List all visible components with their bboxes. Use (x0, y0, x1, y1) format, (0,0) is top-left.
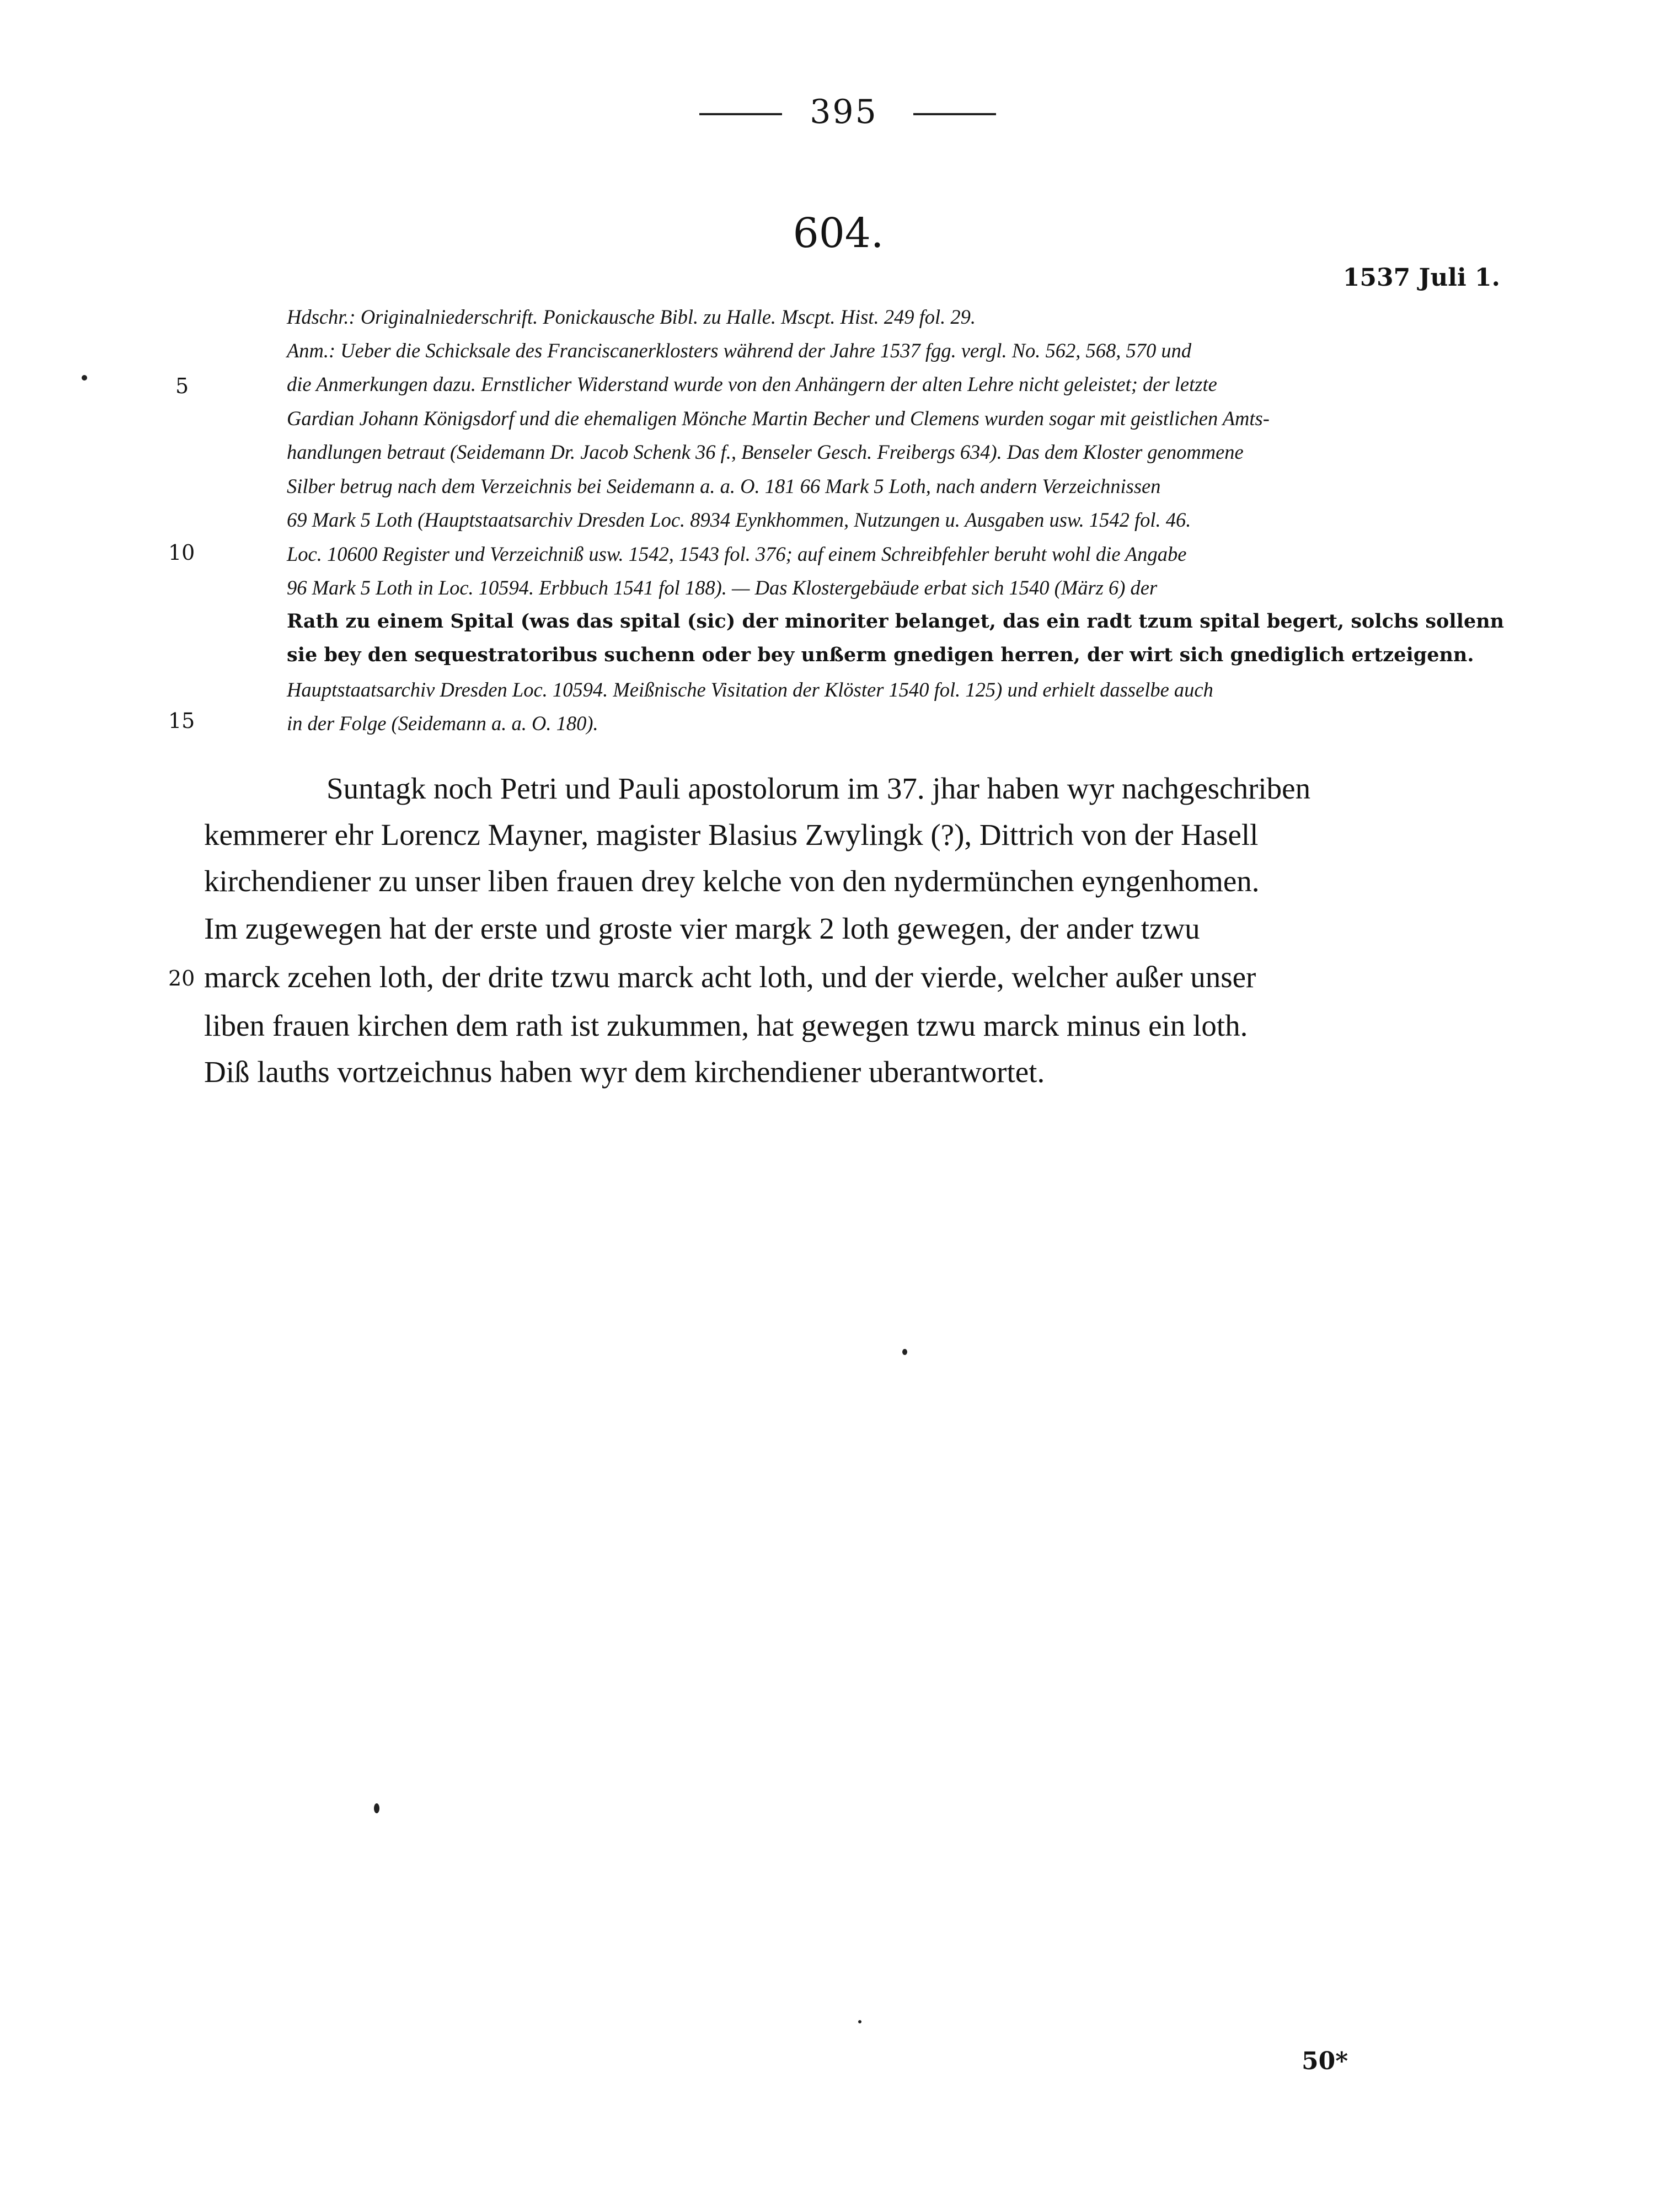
note-line: 69 Mark 5 Loth (Hauptstaatsarchiv Dresden Loc. 8934 Eynkhommen, Nutzungen u. Ausgaben usw. 1542 fol. 46. (287, 508, 1191, 531)
main-text-line: kemmerer ehr Lorencz Mayner, magister Blasius Zwylingk (?), Dittrich von der Hasell (204, 818, 1259, 851)
main-text-line: Suntagk noch Petri und Pauli apostolorum im 37. jhar haben wyr nachgeschriben (326, 772, 1311, 805)
line-number-15: 15 (168, 709, 195, 733)
main-text-line: Diß lauths vortzeichnus haben wyr dem kirchendiener uberantwortet. (204, 1055, 1045, 1089)
line-number-20: 20 (168, 966, 195, 990)
document-number: 604. (793, 210, 884, 257)
main-text-line: marck zcehen loth, der drite tzwu marck acht loth, und der vierde, welcher außer unser (204, 960, 1256, 994)
scan-speck (858, 2020, 861, 2023)
footer-signature: 50* (1302, 2047, 1348, 2075)
header-dash-right (913, 113, 996, 115)
note-line: in der Folge (Seidemann a. a. O. 180). (287, 712, 598, 735)
note-line: die Anmerkungen dazu. Ernstlicher Widerstand wurde von den Anhängern der alten Lehre nicht geleistet; der letzte (287, 373, 1217, 395)
note-line: Rath zu einem Spital (was das spital (sic) der minoriter belanget, das ein radt tzum spital begert, solchs sollenn (287, 610, 1505, 633)
note-line: sie bey den sequestratoribus suchenn oder bey unßerm gnedigen herren, der wirt sich gnediglich ertzeigenn. (287, 644, 1474, 666)
scan-speck (902, 1349, 907, 1355)
note-line: Anm.: Ueber die Schicksale des Franciscanerklosters während der Jahre 1537 fgg. vergl. No. 562, 568, 570 und (287, 339, 1192, 362)
main-text-line: kirchendiener zu unser liben frauen drey kelche von den nydermünchen eyngenhomen. (204, 864, 1260, 898)
main-text-line: liben frauen kirchen dem rath ist zukummen, hat gewegen tzwu marck minus ein loth. (204, 1009, 1248, 1042)
note-line: handlungen betraut (Seidemann Dr. Jacob Schenk 36 f., Benseler Gesch. Freibergs 634). Das dem Kloster genommene (287, 441, 1244, 463)
note-line: Hdschr.: Originalniederschrift. Ponickausche Bibl. zu Halle. Mscpt. Hist. 249 fol. 29. (287, 306, 976, 328)
note-line: Gardian Johann Königsdorf und die ehemaligen Mönche Martin Becher und Clemens wurden sogar mit geistlichen Amts- (287, 407, 1270, 430)
note-line: Loc. 10600 Register und Verzeichniß usw. 1542, 1543 fol. 376; auf einem Schreibfehler beruht wohl die Angabe (287, 543, 1187, 565)
main-text-line: Im zugewegen hat der erste und groste vier margk 2 loth gewegen, der ander tzwu (204, 912, 1200, 945)
note-line: Hauptstaatsarchiv Dresden Loc. 10594. Meißnische Visitation der Klöster 1540 fol. 125) und erhielt dasselbe auch (287, 678, 1213, 701)
note-line: Silber betrug nach dem Verzeichnis bei Seidemann a. a. O. 181 66 Mark 5 Loth, nach andern Verzeichnissen (287, 475, 1161, 497)
document-date: 1537 Juli 1. (1342, 264, 1500, 292)
scan-speck (374, 1803, 379, 1813)
page-number: 395 (810, 93, 878, 131)
scan-speck (82, 375, 87, 381)
note-line: 96 Mark 5 Loth in Loc. 10594. Erbbuch 1541 fol 188). — Das Klostergebäude erbat sich 1540 (März 6) der (287, 576, 1158, 599)
line-number-5: 5 (175, 374, 189, 398)
line-number-10: 10 (168, 540, 195, 565)
